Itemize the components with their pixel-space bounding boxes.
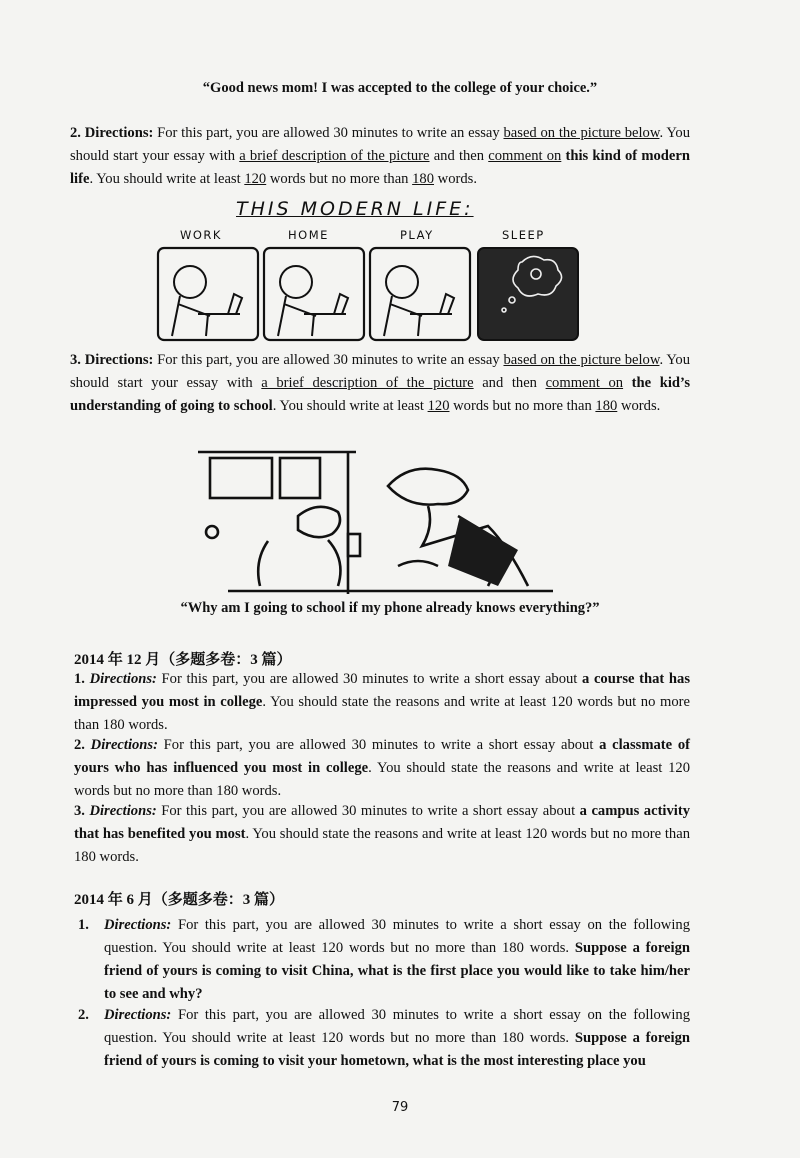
q3-text-3: and then (473, 375, 546, 391)
q2-text-3: and then (429, 148, 489, 164)
modern-life-cartoon (150, 244, 585, 344)
dec2014-item-1 (74, 668, 690, 737)
item-number: 1. (74, 671, 85, 687)
q3-label: Directions: (84, 352, 154, 368)
panel-label-play: PLAY (400, 228, 434, 242)
item-bold-topic: a course that has impressed you most in college (74, 671, 690, 710)
item-text: For this part, you are allowed 30 minutes to write a short essay about (156, 803, 580, 819)
item-bold-topic: Suppose a foreign friend of yours is coming to visit China, what is the first place you would like to take him/her to see and why? (104, 940, 690, 1002)
item-text: For this part, you are allowed 30 minutes to write a short essay about (156, 671, 583, 687)
item-number: 1. (78, 917, 89, 933)
q3-underline-3: comment on (545, 375, 624, 391)
panel-label-work: WORK (180, 228, 222, 242)
item-bold-topic: a campus activity that has benefited you most (74, 803, 690, 842)
item-text: For this part, you are allowed 30 minutes to write a short essay on the following question. You should write at least 120 words but no more than 180 words. (104, 1007, 690, 1046)
q3-underline-1: based on the picture below (503, 352, 660, 368)
q3-text-1: For this part, you are allowed 30 minutes to write an essay (153, 352, 504, 368)
item-number: 3. (74, 803, 85, 819)
item-text: For this part, you are allowed 30 minutes to write a short essay on the following question. You should write at least 120 words but no more than 180 words. (104, 917, 690, 956)
question-3 (70, 349, 690, 418)
q3-text-4 (623, 375, 632, 391)
item-bold-topic: a classmate of yours who has influenced you most in college (74, 737, 690, 776)
q3-text-2: . You should start your essay with (70, 352, 690, 391)
dec2014-item-2 (74, 734, 690, 803)
item-number: 2. (74, 737, 85, 753)
item-label: Directions: (89, 803, 157, 819)
item-label: Directions: (89, 671, 157, 687)
q2-min-words: 120 (244, 171, 267, 187)
q2-text-2: . You should start your essay with (70, 125, 690, 164)
q2-text-1: For this part, you are allowed 30 minutes to write an essay (153, 125, 504, 141)
q3-max-words: 180 (595, 398, 618, 414)
q2-underline-3: comment on (488, 148, 562, 164)
item-label: Directions: (90, 737, 158, 753)
q3-min-words: 120 (427, 398, 450, 414)
panel-label-home: HOME (288, 228, 329, 242)
item-text: . You should state the reasons and write at least 120 words but no more than 180 words. (74, 760, 691, 799)
q3-text-7: words. (617, 398, 661, 414)
q2-text-7: words. (434, 171, 477, 187)
jun2014-item-1 (74, 914, 690, 1006)
q3-bold-topic: the kid’s understanding of going to school (70, 375, 690, 414)
bottom-caption: “Why am I going to school if my phone already knows everything?” (180, 600, 600, 616)
section-heading-jun-2014: 2014 年 6 月（多题多卷：3 篇） (74, 892, 285, 908)
q2-max-words: 180 (412, 171, 435, 187)
q2-underline-2: a brief description of the picture (239, 148, 430, 164)
q3-number: 3. (70, 352, 81, 368)
phone-kid-cartoon (198, 446, 558, 596)
panel-sleep-frame (478, 248, 578, 340)
item-text: . You should state the reasons and write at least 120 words but no more than 180 words. (74, 694, 690, 733)
dec2014-item-3 (74, 800, 690, 869)
q3-text-5: . You should write at least (272, 398, 428, 414)
page-number: 79 (391, 1100, 409, 1115)
item-text: For this part, you are allowed 30 minutes to write a short essay about (157, 737, 600, 753)
q2-number: 2. (70, 125, 81, 141)
q2-bold-topic: this kind of modern life (70, 148, 690, 187)
q2-text-5: . You should write at least (89, 171, 245, 187)
cartoon-title: THIS MODERN LIFE: (236, 198, 474, 220)
q2-underline-1: based on the picture below (503, 125, 660, 141)
item-number: 2. (78, 1007, 89, 1023)
item-bold-topic: Suppose a foreign friend of yours is coming to visit your hometown, what is the most interesting place you (104, 1030, 690, 1069)
item-label: Directions: (104, 1007, 172, 1023)
item-text: . You should state the reasons and write at least 120 words but no more than 180 words. (74, 826, 691, 865)
q2-text-6: words but no more than (266, 171, 413, 187)
panel-label-sleep: SLEEP (502, 228, 545, 242)
top-caption: “Good news mom! I was accepted to the college of your choice.” (202, 80, 598, 96)
q3-underline-2: a brief description of the picture (261, 375, 474, 391)
q2-label: Directions: (84, 125, 154, 141)
item-label: Directions: (104, 917, 172, 933)
question-2 (70, 122, 690, 191)
q3-text-6: words but no more than (449, 398, 596, 414)
jun2014-item-2 (74, 1004, 690, 1073)
section-heading-dec-2014: 2014 年 12 月（多题多卷：3 篇） (74, 652, 292, 668)
